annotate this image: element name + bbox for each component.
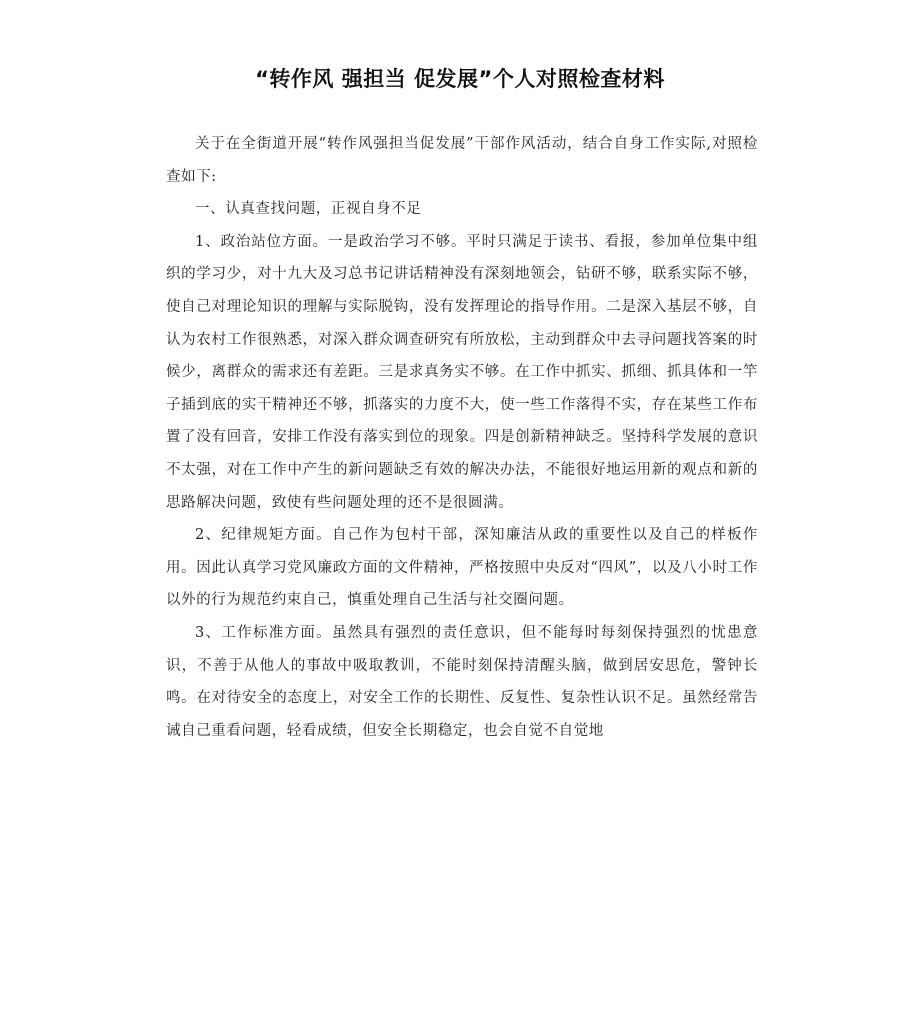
item-paragraph-work-standard: 3、工作标准方面。虽然具有强烈的责任意识，但不能每时每刻保持强烈的忧患意识，不善于从他人的事故中吸取教训，不能时刻保持清醒头脑，做到居安思危，警钟长鸣。在对待安全的态度上，对安全工作的长期性、反复性、复杂性认识不足。虽然经常告诫自己重看问题，轻看成绩，但安全长期稳定，也会自觉不自觉地 xyxy=(166,624,758,739)
intro-paragraph: 关于在全街道开展“转作风强担当促发展”干部作风活动，结合自身工作实际,对照检查如下: xyxy=(166,136,758,185)
item-paragraph-political: 1、政治站位方面。一是政治学习不够。平时只满足于读书、看报，参加单位集中组织的学习少，对十九大及习总书记讲话精神没有深刻地领会，钻研不够，联系实际不够，使自己对理论知识的理解与实际脱钩，没有发挥理论的指导作用。二是深入基层不够，自认为农村工作很熟悉，对深入群众调查研究有所放松，主动到群众中去寻问题找答案的时候少，离群众的需求还有差距。三是求真务实不够。在工作中抓实、抓细、抓具体和一竿子插到底的实干精神还不够，抓落实的力度不大，使一些工作落得不实，存在某些工作布置了没有回音，安排工作没有落实到位的现象。四是创新精神缺乏。坚持科学发展的意识不太强，对在工作中产生的新问题缺乏有效的解决办法，不能很好地运用新的观点和新的思路解决问题，致使有些问题处理的还不是很圆满。 xyxy=(166,233,758,511)
section-heading: 一、认真查找问题，正视自身不足 xyxy=(195,201,422,218)
document-title: “转作风 强担当 促发展”个人对照检查材料 xyxy=(255,67,665,91)
document-body xyxy=(166,128,758,747)
item-paragraph-discipline: 2、纪律规矩方面。自己作为包村干部，深知廉洁从政的重要性以及自己的样板作用。因此认真学习党风廉政方面的文件精神，严格按照中央反对“四风”，以及八小时工作以外的行为规范约束自己，慎重处理自己生活与社交圈问题。 xyxy=(166,527,758,609)
